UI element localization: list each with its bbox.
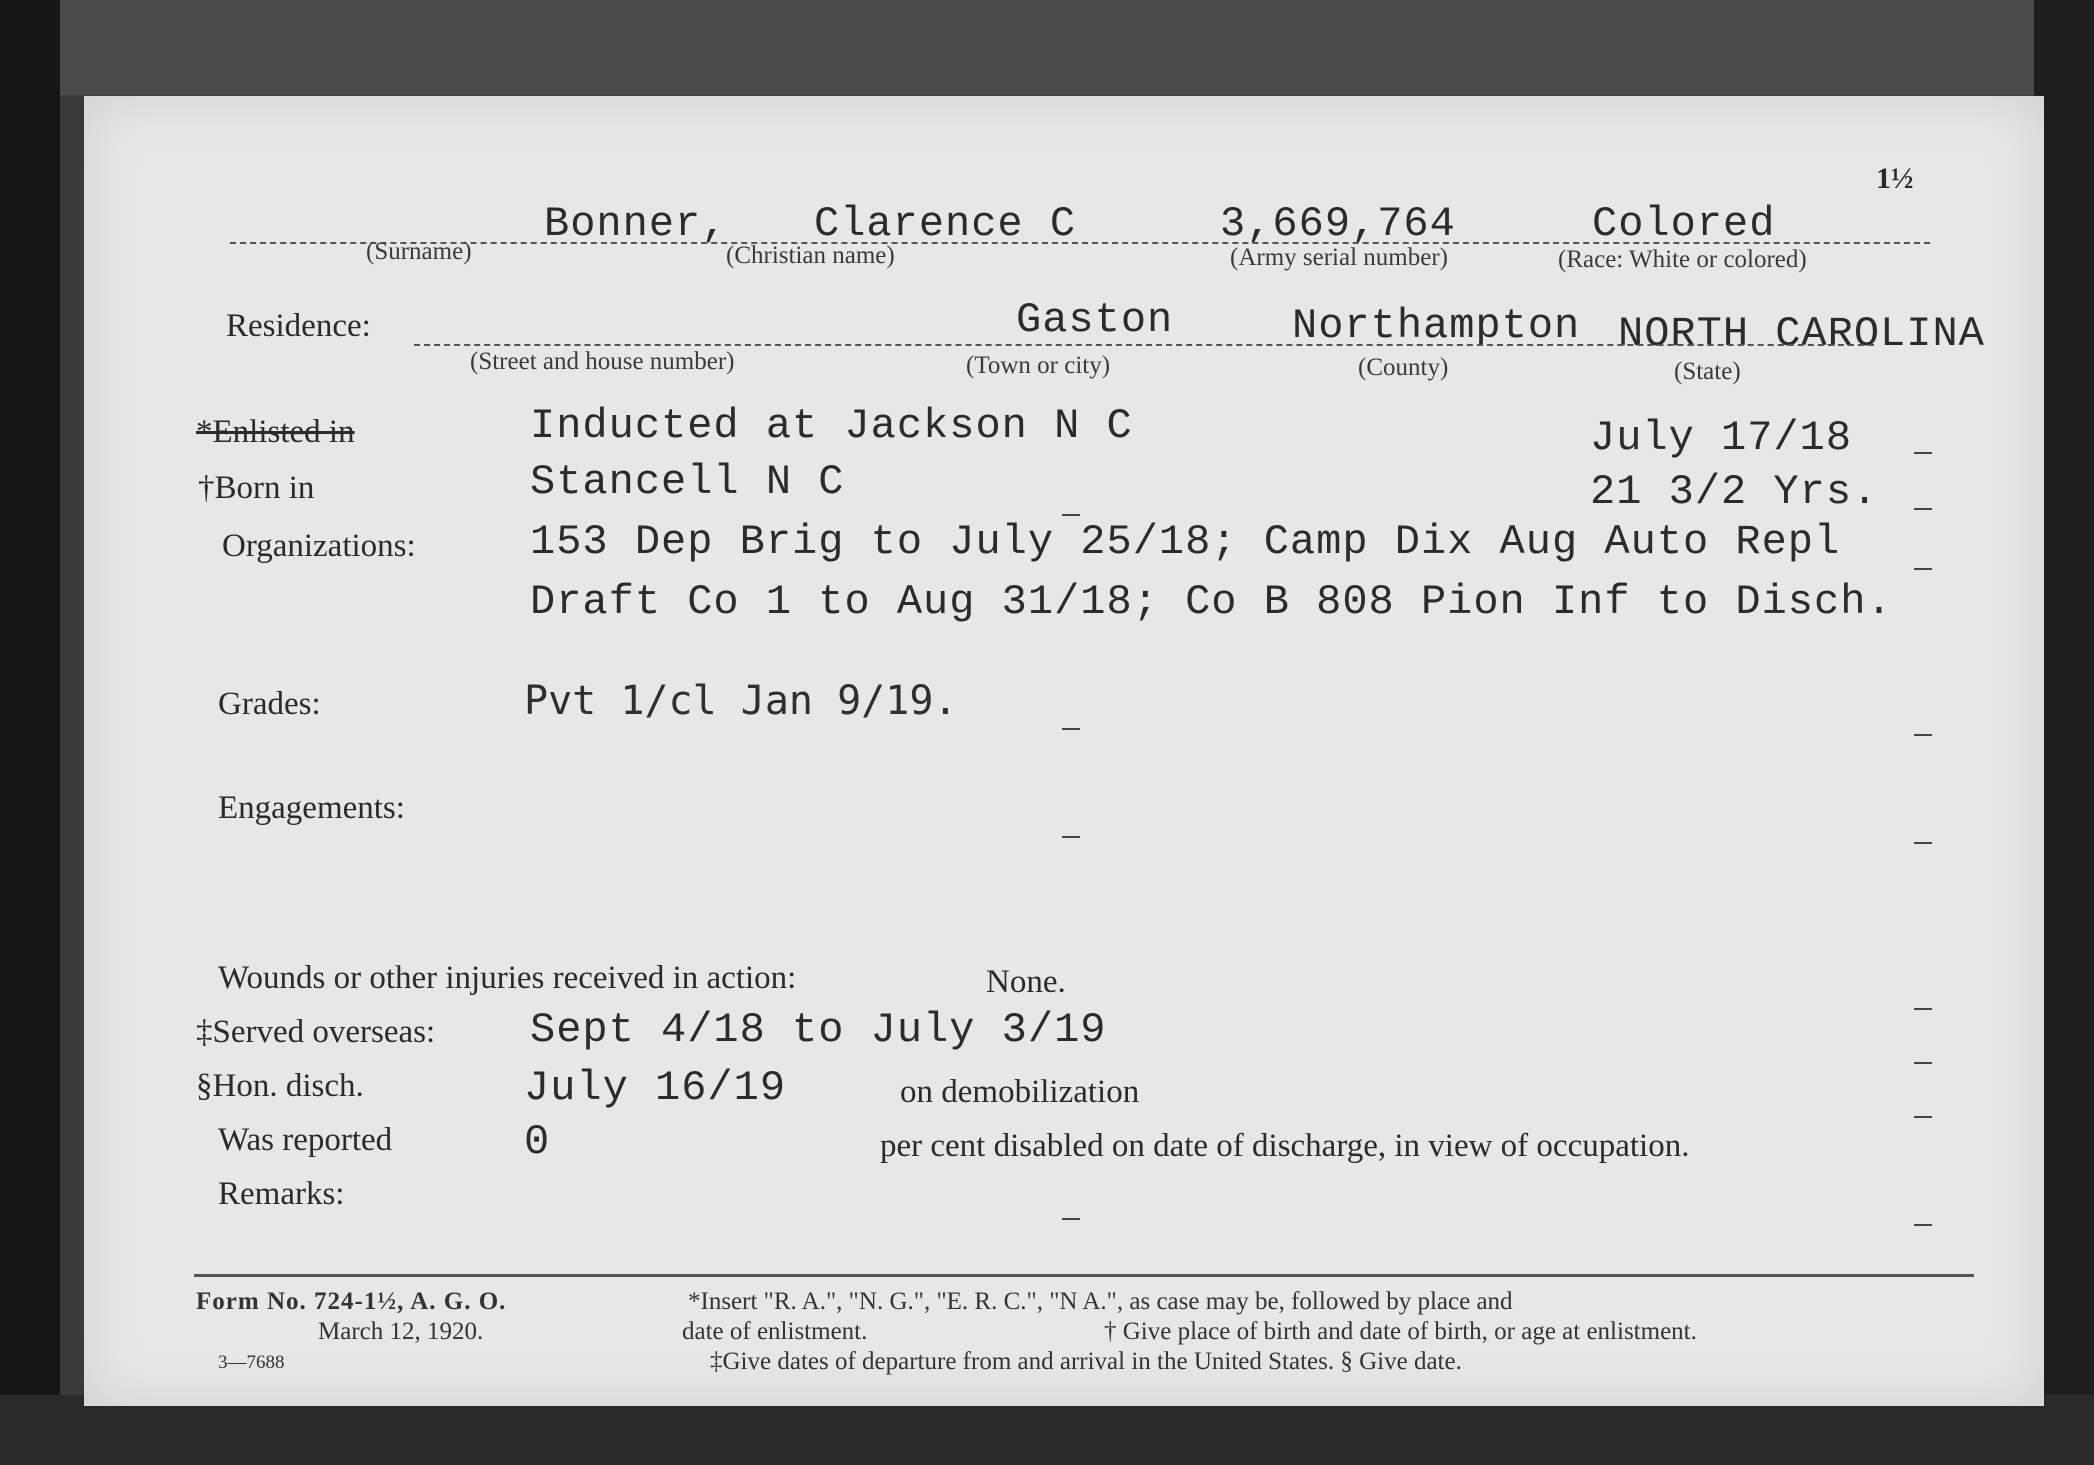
footer-rule [194, 1274, 1974, 1277]
served-overseas-label: ‡Served overseas: [196, 1014, 436, 1050]
background-left-edge [0, 0, 60, 1465]
footnote-1a: *Insert "R. A.", "N. G.", "E. R. C.", "N A.", as case may be, followed by place and [688, 1288, 1513, 1315]
grades-value: Pvt 1/cl Jan 9/19. [524, 678, 958, 724]
hon-disch-label: §Hon. disch. [196, 1068, 364, 1104]
christian-name-caption: (Christian name) [726, 242, 895, 269]
born-mid-mark [1062, 514, 1080, 516]
engagements-margin-mark [1914, 842, 1932, 844]
organizations-line-1: 153 Dep Brig to July 25/18; Camp Dix Aug Auto Repl [530, 518, 1841, 566]
grades-margin-mark [1914, 734, 1932, 736]
reported-suffix: per cent disabled on date of discharge, in view of occupation. [880, 1128, 1690, 1164]
engagements-label: Engagements: [218, 790, 405, 826]
residence-label: Residence: [226, 308, 371, 344]
served-overseas-value: Sept 4/18 to July 3/19 [530, 1006, 1107, 1054]
footnote-3: ‡Give dates of departure from and arrival in the United States. § Give date. [710, 1348, 1462, 1375]
served-overseas-margin-mark [1914, 1062, 1932, 1064]
wounds-label: Wounds or other injuries received in action: [218, 960, 797, 996]
town-caption: (Town or city) [966, 352, 1111, 379]
race-value: Colored [1592, 200, 1776, 248]
christian-name-value: Clarence C [814, 200, 1077, 248]
wounds-value: None. [986, 964, 1066, 1000]
state-caption: (State) [1674, 358, 1741, 385]
enlisted-label: *Enlisted in [196, 414, 355, 450]
record-card [84, 96, 2044, 1406]
organizations-line-2: Draft Co 1 to Aug 31/18; Co B 808 Pion Inf to Disch. [530, 578, 1893, 626]
remarks-label: Remarks: [218, 1176, 345, 1212]
organizations-label: Organizations: [222, 528, 416, 564]
race-caption: (Race: White or colored) [1558, 246, 1807, 273]
form-number: Form No. 724-1½, A. G. O. [196, 1288, 507, 1315]
reported-value: 0 [524, 1118, 551, 1166]
county-caption: (County) [1358, 354, 1449, 381]
grades-label: Grades: [218, 686, 321, 722]
hon-disch-margin-mark [1914, 1116, 1932, 1118]
reported-label: Was reported [218, 1122, 393, 1158]
residence-state: NORTH CAROLINA [1618, 310, 1985, 358]
born-margin-mark [1914, 508, 1932, 510]
born-age: 21 3/2 Yrs. [1590, 468, 1879, 516]
footnote-2: † Give place of birth and date of birth, or age at enlistment. [1104, 1318, 1697, 1345]
form-date: March 12, 1920. [318, 1318, 484, 1345]
grades-mid-mark [1062, 728, 1080, 730]
organizations-margin-mark [1914, 568, 1932, 570]
enlisted-date: July 17/18 [1590, 414, 1853, 462]
born-label: †Born in [198, 470, 315, 506]
enlisted-margin-mark [1914, 452, 1932, 454]
hon-disch-value: July 16/19 [524, 1064, 787, 1112]
residence-county: Northampton [1292, 302, 1581, 350]
surname-value: Bonner, [544, 200, 728, 248]
street-caption: (Street and house number) [470, 348, 735, 375]
residence-town: Gaston [1016, 296, 1174, 344]
enlisted-value: Inducted at Jackson N C [530, 402, 1133, 450]
fraction-mark: 1½ [1876, 162, 1914, 195]
footnote-1b: date of enlistment. [682, 1318, 868, 1345]
background-top [0, 0, 2094, 95]
header-line [230, 242, 1930, 244]
print-code: 3—7688 [218, 1352, 285, 1373]
serial-number-caption: (Army serial number) [1230, 244, 1448, 271]
remarks-margin-mark [1914, 1224, 1932, 1226]
remarks-mid-mark [1062, 1218, 1080, 1220]
surname-caption: (Surname) [366, 238, 472, 265]
residence-line [414, 344, 1874, 346]
engagements-mid-mark [1062, 836, 1080, 838]
hon-disch-suffix: on demobilization [900, 1074, 1140, 1110]
born-value: Stancell N C [530, 458, 845, 506]
wounds-margin-mark [1914, 1008, 1932, 1010]
serial-number-value: 3,669,764 [1220, 200, 1456, 248]
